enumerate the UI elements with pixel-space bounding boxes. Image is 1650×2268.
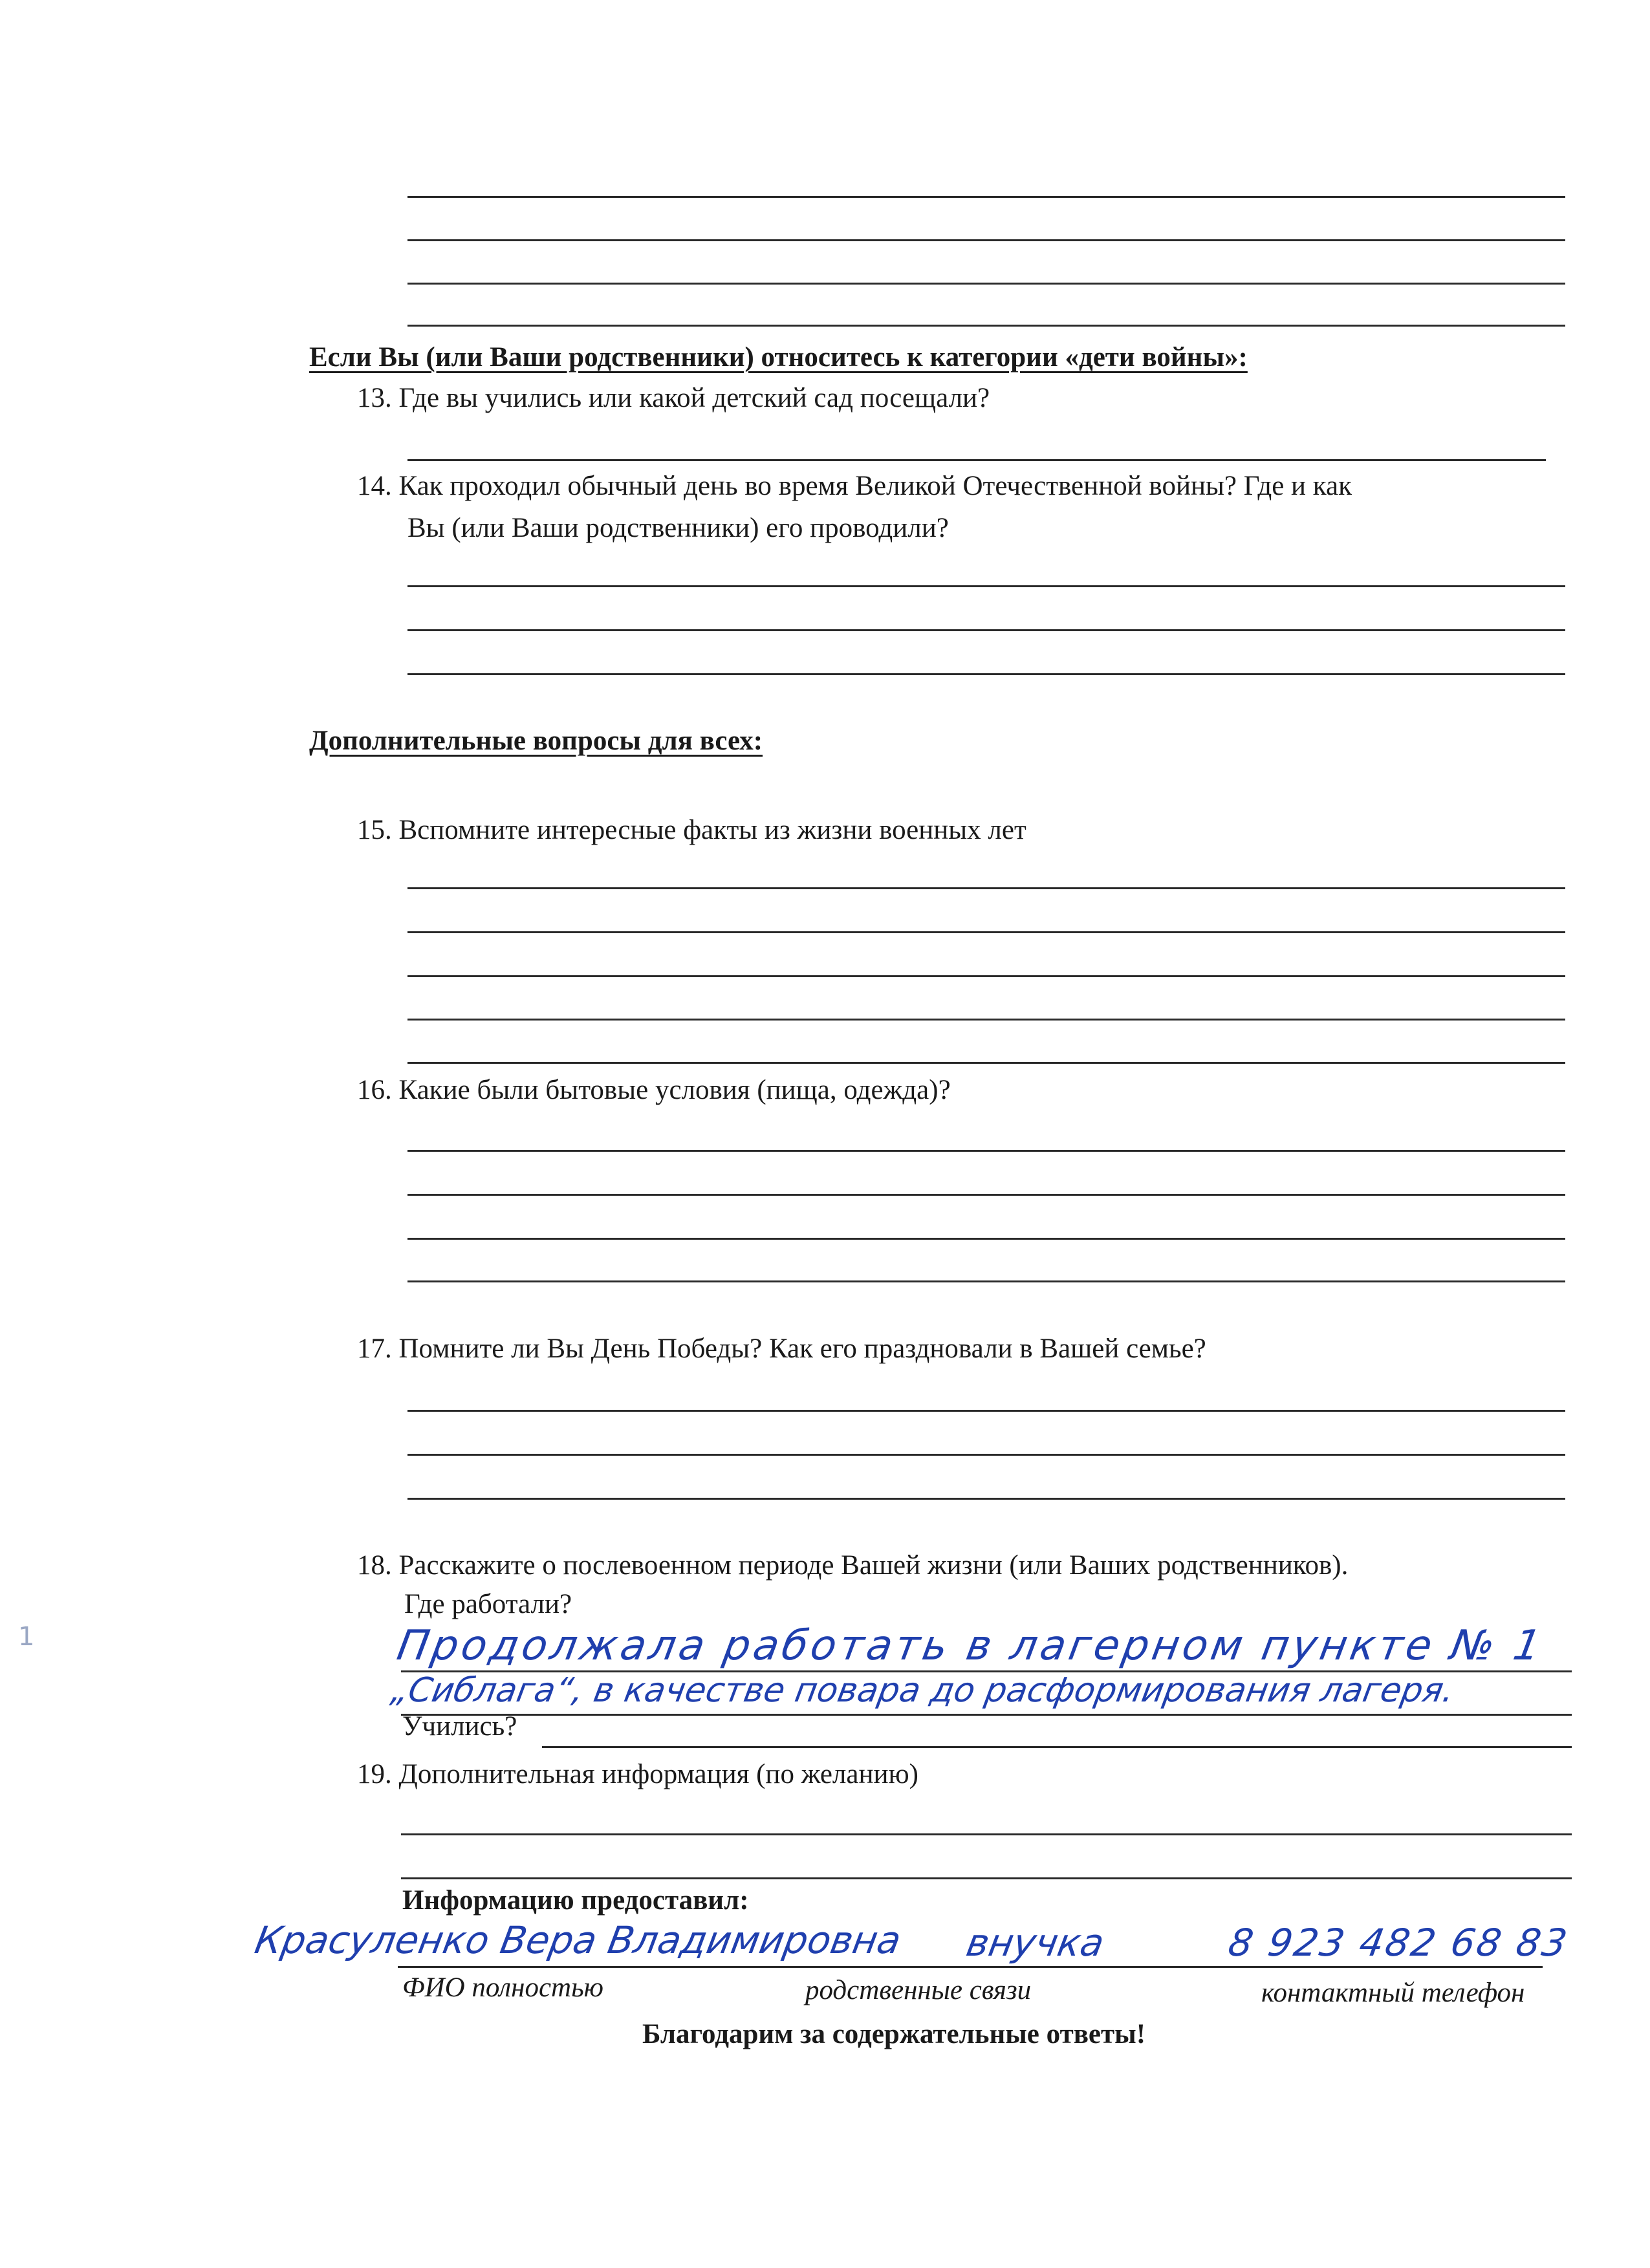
signature-line bbox=[398, 1966, 1543, 1968]
section-heading-additional-questions: Дополнительные вопросы для всех: bbox=[309, 726, 763, 756]
margin-mark: 1 bbox=[18, 1622, 35, 1652]
caption-phone: контактный телефон bbox=[1261, 1978, 1525, 2008]
answer-line bbox=[407, 1238, 1565, 1240]
question-18-line-1: 18. Расскажите о послевоенном периоде Вашей жизни (или Ваших родственников). bbox=[357, 1550, 1349, 1581]
answer-line bbox=[407, 931, 1565, 933]
answer-line bbox=[407, 1280, 1565, 1282]
question-16: 16. Какие были бытовые условия (пища, одежда)? bbox=[357, 1075, 951, 1105]
answer-line bbox=[401, 1714, 1572, 1716]
caption-relation: родственные связи bbox=[805, 1975, 1032, 2005]
question-18-studied-label: Учились? bbox=[402, 1711, 517, 1742]
answer-line bbox=[407, 1194, 1565, 1196]
handwritten-answer-line-1: Продолжала работать в лагерном пункте № 1 bbox=[393, 1622, 1548, 1670]
answer-line bbox=[407, 887, 1565, 889]
answer-line bbox=[407, 1062, 1565, 1064]
question-15: 15. Вспомните интересные факты из жизни военных лет bbox=[357, 815, 1026, 845]
answer-line bbox=[407, 673, 1565, 675]
answer-line bbox=[407, 325, 1565, 327]
caption-full-name: ФИО полностью bbox=[402, 1972, 603, 2003]
question-14-line-2: Вы (или Ваши родственники) его проводили? bbox=[407, 513, 949, 543]
question-17: 17. Помните ли Вы День Победы? Как его праздновали в Вашей семье? bbox=[357, 1334, 1206, 1364]
answer-line bbox=[407, 283, 1565, 285]
answer-line bbox=[407, 1019, 1565, 1021]
answer-line bbox=[407, 585, 1565, 587]
answer-line bbox=[407, 1410, 1565, 1412]
answer-line bbox=[542, 1746, 1572, 1748]
answer-line bbox=[407, 196, 1565, 198]
question-18-line-2: Где работали? bbox=[404, 1589, 572, 1619]
answer-line bbox=[407, 1150, 1565, 1152]
answer-line bbox=[401, 1833, 1572, 1835]
answer-line bbox=[407, 239, 1565, 241]
answer-line bbox=[401, 1877, 1572, 1879]
handwritten-relation: внучка bbox=[963, 1921, 1108, 1965]
answer-line bbox=[407, 459, 1546, 461]
answer-line bbox=[407, 1454, 1565, 1456]
info-provided-label: Информацию предоставил: bbox=[402, 1885, 749, 1916]
question-14-line-1: 14. Как проходил обычный день во время Великой Отечественной войны? Где и как bbox=[357, 471, 1352, 501]
answer-line bbox=[407, 1498, 1565, 1500]
answer-line bbox=[407, 975, 1565, 977]
answer-line bbox=[407, 629, 1565, 631]
handwritten-full-name: Красуленко Вера Владимировна bbox=[252, 1918, 905, 1962]
question-19: 19. Дополнительная информация (по желанию) bbox=[357, 1759, 918, 1789]
section-heading-children-of-war: Если Вы (или Ваши родственники) относитесь к категории «дети войны»: bbox=[309, 342, 1248, 373]
closing-thanks: Благодарим за содержательные ответы! bbox=[642, 2019, 1146, 2049]
question-13: 13. Где вы учились или какой детский сад посещали? bbox=[357, 383, 990, 413]
handwritten-answer-line-2: „Сиблага“, в качестве повара до расформирования лагеря. bbox=[387, 1671, 1457, 1710]
handwritten-phone: 8 923 482 68 83 bbox=[1225, 1921, 1572, 1965]
